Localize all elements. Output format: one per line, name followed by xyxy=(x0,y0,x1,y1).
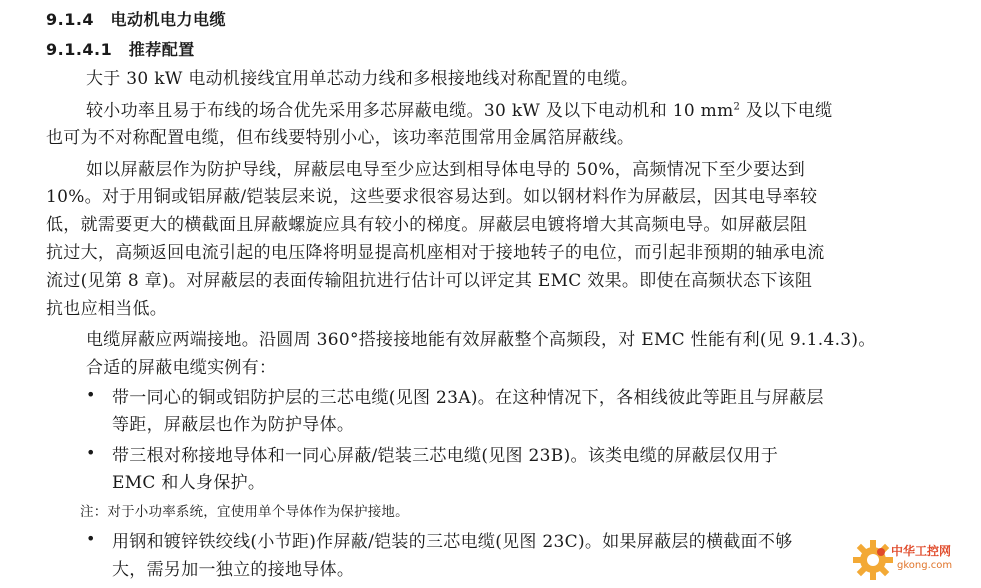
paragraph-3-line-4: 抗过大，高频返回电流引起的电压降将明显提高机座相对于接地转子的电位，而引起非预期的轴承电流 xyxy=(46,243,825,263)
watermark-logo xyxy=(851,536,973,582)
bullet-3-line-2: 大，需另加一独立的接地导体。 xyxy=(112,560,355,580)
note-line: 注：对于小功率系统，宜使用单个导体作为保护接地。 xyxy=(80,504,409,520)
paragraph-3-line-3: 低，就需要更大的横截面且屏蔽螺旋应具有较小的梯度。屏蔽层电镀将增大其高频电导。如屏蔽层阻 xyxy=(46,215,808,235)
paragraph-3-line-5: 流过(见第 8 章)。对屏蔽层的表面传输阻抗进行估计可以评定其 EMC 效果。即使在高频状态下该阻 xyxy=(46,271,813,291)
bullet-3-line-1: 用钢和镀锌铁绞线(小节距)作屏蔽/铠装的三芯电缆(见图 23C)。如果屏蔽层的横截面不够 xyxy=(112,532,793,552)
subsection-heading: 9.1.4.1 推荐配置 xyxy=(46,40,195,59)
paragraph-3-line-1: 如以屏蔽层作为防护导线，屏蔽层电导至少应达到相导体电导的 50%，高频情况下至少要达到 xyxy=(86,160,806,180)
watermark-name: 中华工控网 xyxy=(891,544,952,558)
bullet-marker-2: • xyxy=(86,443,96,462)
bullet-2-line-1: 带三根对称接地导体和一同心屏蔽/铠装三芯电缆(见图 23B)。该类电缆的屏蔽层仅用于 xyxy=(112,446,779,466)
gear-icon xyxy=(851,538,895,582)
paragraph-5: 合适的屏蔽电缆实例有： xyxy=(86,358,277,378)
paragraph-3-line-6: 抗也应相当低。 xyxy=(46,299,168,319)
paragraph-1: 大于 30 kW 电动机接线宜用单芯动力线和多根接地线对称配置的电缆。 xyxy=(86,69,639,89)
paragraph-4: 电缆屏蔽应两端接地。沿圆周 360°搭接接地能有效屏蔽整个高频段，对 EMC 性能有利(见 9.1.4.3)。 xyxy=(86,330,876,350)
paragraph-2-line-2: 也可为不对称配置电缆，但布线要特别小心，该功率范围常用金属箔屏蔽线。 xyxy=(46,128,635,148)
bullet-marker-1: • xyxy=(86,385,96,404)
watermark-url: gkong.com xyxy=(897,560,953,571)
bullet-2-line-2: EMC 和人身保护。 xyxy=(112,473,266,493)
paragraph-2-text-end: 及以下电缆 xyxy=(740,101,833,121)
paragraph-2-line-1 xyxy=(86,96,832,121)
bullet-1-line-1: 带一同心的铜或铝防护层的三芯电缆(见图 23A)。在这种情况下，各相线彼此等距且与屏蔽层 xyxy=(112,388,824,408)
paragraph-2-text: 较小功率且易于布线的场合优先采用多芯屏蔽电缆。30 kW 及以下电动机和 10 mm xyxy=(86,101,734,121)
section-heading: 9.1.4 电动机电力电缆 xyxy=(46,10,227,29)
superscript-2: 2 xyxy=(733,101,741,113)
bullet-marker-3: • xyxy=(86,529,96,548)
paragraph-3-line-2: 10%。对于用铜或铝屏蔽/铠装层来说，这些要求很容易达到。如以钢材料作为屏蔽层，因其电导率较 xyxy=(46,187,818,207)
bullet-1-line-2: 等距，屏蔽层也作为防护导体。 xyxy=(112,415,355,435)
